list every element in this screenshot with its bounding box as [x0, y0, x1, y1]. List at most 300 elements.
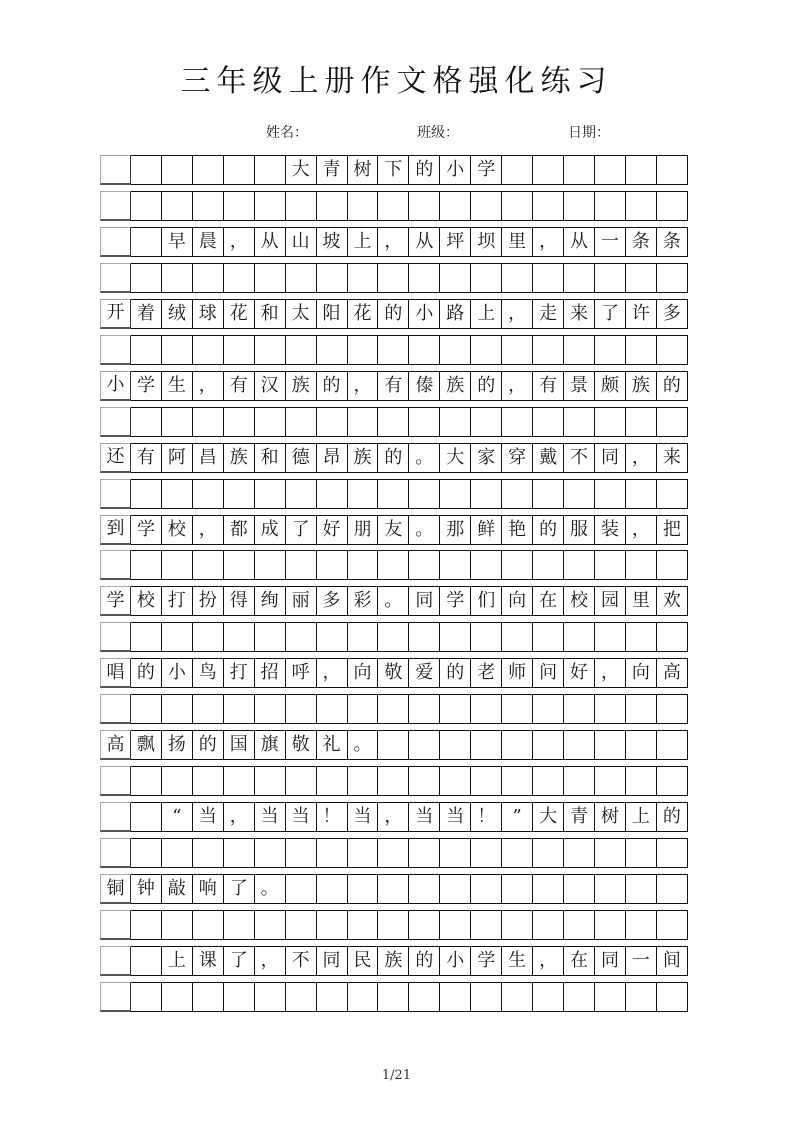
grid-cell: 小: [100, 371, 131, 401]
grid-cell: [378, 191, 409, 221]
grid-cell: 同: [409, 586, 440, 616]
grid-cell: [224, 838, 255, 868]
grid-cell: 阿: [162, 443, 193, 473]
grid-cell: 打: [162, 586, 193, 616]
grid-cell: 开: [100, 299, 131, 329]
grid-cell: 。: [409, 515, 440, 545]
grid-cell: 小: [440, 946, 471, 976]
grid-cell: [564, 982, 595, 1012]
grid-cell: 多: [317, 586, 348, 616]
grid-cell: [440, 730, 471, 760]
grid-cell: [440, 622, 471, 652]
grid-cell: 上: [162, 946, 193, 976]
grid-cell: [533, 155, 564, 185]
grid-cell: [626, 263, 657, 293]
grid-cell: ，: [533, 227, 564, 257]
page-title: 三年级上册作文格强化练习: [180, 64, 613, 99]
grid-cell: [502, 407, 533, 437]
grid-cell: 的: [409, 155, 440, 185]
grid-cell: [471, 263, 502, 293]
grid-cell: 友: [378, 515, 409, 545]
grid-cell: [657, 622, 688, 652]
grid-cell: [564, 407, 595, 437]
grid-cell: [193, 694, 224, 724]
grid-cell: 向: [348, 658, 379, 688]
grid-cell: 汉: [255, 371, 286, 401]
grid-cell: [533, 479, 564, 509]
grid-cell: [595, 191, 626, 221]
grid-cell: 和: [255, 299, 286, 329]
grid-cell: [193, 622, 224, 652]
grid-cell: 许: [626, 299, 657, 329]
grid-cell: [409, 191, 440, 221]
grid-cell: ，: [224, 227, 255, 257]
grid-cell: [255, 263, 286, 293]
grid-cell: [286, 622, 317, 652]
grid-cell: [626, 622, 657, 652]
grid-cell: 青: [564, 802, 595, 832]
grid-cell: 傣: [409, 371, 440, 401]
grid-cell: 学: [440, 586, 471, 616]
grid-cell: 爱: [409, 658, 440, 688]
grid-cell: 家: [471, 443, 502, 473]
grid-cell: 来: [657, 443, 688, 473]
grid-cell: [595, 982, 626, 1012]
grid-row: [100, 730, 688, 760]
grid-cell: [100, 550, 131, 580]
grid-cell: [502, 910, 533, 940]
grid-cell: [317, 550, 348, 580]
grid-cell: [657, 730, 688, 760]
grid-cell: [626, 874, 657, 904]
grid-cell: [100, 838, 131, 868]
grid-row: [100, 550, 688, 580]
grid-cell: 向: [626, 658, 657, 688]
grid-cell: [131, 550, 162, 580]
grid-cell: [317, 407, 348, 437]
grid-cell: [502, 155, 533, 185]
grid-cell: 当: [286, 802, 317, 832]
grid-cell: [193, 191, 224, 221]
grid-cell: 太: [286, 299, 317, 329]
grid-cell: 鲜: [471, 515, 502, 545]
grid-cell: [162, 191, 193, 221]
grid-cell: [348, 550, 379, 580]
grid-cell: [409, 550, 440, 580]
grid-cell: [471, 694, 502, 724]
grid-cell: 向: [502, 586, 533, 616]
grid-cell: 的: [533, 515, 564, 545]
grid-cell: [131, 694, 162, 724]
grid-cell: [162, 838, 193, 868]
grid-row: [100, 371, 688, 401]
grid-cell: [162, 335, 193, 365]
grid-cell: [162, 694, 193, 724]
grid-cell: [131, 982, 162, 1012]
grid-cell: [286, 874, 317, 904]
grid-cell: [224, 155, 255, 185]
grid-cell: 小: [409, 299, 440, 329]
grid-cell: [378, 838, 409, 868]
grid-cell: 一: [595, 227, 626, 257]
grid-cell: [162, 479, 193, 509]
grid-cell: 还: [100, 443, 131, 473]
grid-cell: [502, 479, 533, 509]
grid-cell: [440, 910, 471, 940]
grid-cell: [286, 694, 317, 724]
grid-cell: [193, 838, 224, 868]
grid-cell: [564, 838, 595, 868]
grid-cell: 不: [564, 443, 595, 473]
grid-cell: [502, 730, 533, 760]
grid-cell: [131, 910, 162, 940]
grid-cell: [193, 479, 224, 509]
grid-cell: [502, 766, 533, 796]
grid-cell: [162, 766, 193, 796]
grid-cell: 把: [657, 515, 688, 545]
grid-cell: 园: [595, 586, 626, 616]
grid-cell: ，: [595, 658, 626, 688]
grid-cell: [193, 766, 224, 796]
grid-cell: [533, 838, 564, 868]
grid-cell: [255, 766, 286, 796]
grid-cell: 条: [657, 227, 688, 257]
grid-row: [100, 622, 688, 652]
grid-cell: 成: [255, 515, 286, 545]
grid-cell: [533, 766, 564, 796]
grid-cell: 高: [657, 658, 688, 688]
grid-cell: [317, 263, 348, 293]
grid-cell: [255, 838, 286, 868]
grid-cell: [100, 263, 131, 293]
grid-cell: 早: [162, 227, 193, 257]
grid-cell: 阳: [317, 299, 348, 329]
grid-cell: ，: [348, 371, 379, 401]
grid-cell: 学: [471, 946, 502, 976]
grid-cell: [100, 155, 131, 185]
grid-cell: [224, 550, 255, 580]
grid-cell: 学: [471, 155, 502, 185]
grid-cell: [595, 910, 626, 940]
grid-cell: [657, 766, 688, 796]
grid-cell: [100, 335, 131, 365]
grid-cell: [626, 910, 657, 940]
grid-cell: [409, 479, 440, 509]
grid-cell: 服: [564, 515, 595, 545]
grid-cell: 族: [626, 371, 657, 401]
grid-cell: [100, 479, 131, 509]
grid-cell: [162, 622, 193, 652]
grid-cell: 大: [440, 443, 471, 473]
grid-cell: [348, 479, 379, 509]
grid-cell: 。: [378, 586, 409, 616]
grid-cell: 下: [378, 155, 409, 185]
grid-row: [100, 586, 688, 616]
grid-cell: [657, 479, 688, 509]
grid-cell: 了: [224, 874, 255, 904]
grid-cell: [440, 407, 471, 437]
grid-cell: 绚: [255, 586, 286, 616]
grid-cell: 钟: [131, 874, 162, 904]
grid-cell: [626, 407, 657, 437]
grid-cell: 来: [564, 299, 595, 329]
grid-cell: [286, 982, 317, 1012]
grid-cell: 族: [440, 371, 471, 401]
grid-cell: 的: [131, 658, 162, 688]
grid-cell: [224, 191, 255, 221]
grid-cell: [193, 155, 224, 185]
grid-cell: 同: [595, 443, 626, 473]
grid-cell: [502, 694, 533, 724]
grid-cell: 着: [131, 299, 162, 329]
grid-cell: [409, 910, 440, 940]
grid-cell: [595, 874, 626, 904]
grid-cell: [533, 550, 564, 580]
grid-cell: [440, 766, 471, 796]
grid-cell: 同: [317, 946, 348, 976]
grid-cell: [224, 335, 255, 365]
grid-cell: 的: [193, 730, 224, 760]
grid-cell: [286, 838, 317, 868]
grid-cell: 里: [502, 227, 533, 257]
grid-cell: 高: [100, 730, 131, 760]
grid-cell: 响: [193, 874, 224, 904]
grid-cell: 艳: [502, 515, 533, 545]
grid-cell: [502, 874, 533, 904]
grid-row: [100, 515, 688, 545]
grid-cell: [131, 191, 162, 221]
grid-cell: 穿: [502, 443, 533, 473]
grid-cell: [224, 766, 255, 796]
grid-cell: [348, 910, 379, 940]
grid-cell: 。: [409, 443, 440, 473]
grid-cell: [348, 407, 379, 437]
grid-cell: [286, 910, 317, 940]
grid-cell: 欢: [657, 586, 688, 616]
grid-cell: 有: [131, 443, 162, 473]
grid-cell: [626, 335, 657, 365]
grid-cell: [409, 407, 440, 437]
grid-cell: 当: [440, 802, 471, 832]
grid-cell: [224, 622, 255, 652]
grid-cell: 学: [100, 586, 131, 616]
grid-cell: [471, 479, 502, 509]
grid-cell: 彩: [348, 586, 379, 616]
grid-cell: [471, 910, 502, 940]
grid-row: [100, 658, 688, 688]
grid-cell: 的: [657, 371, 688, 401]
grid-row: [100, 191, 688, 221]
grid-cell: [378, 335, 409, 365]
grid-cell: [471, 550, 502, 580]
grid-cell: [595, 479, 626, 509]
grid-cell: 大: [533, 802, 564, 832]
grid-cell: ，: [378, 802, 409, 832]
grid-cell: [595, 766, 626, 796]
grid-cell: 坪: [440, 227, 471, 257]
grid-cell: [378, 874, 409, 904]
grid-cell: [255, 407, 286, 437]
grid-cell: [255, 550, 286, 580]
grid-cell: [533, 730, 564, 760]
grid-cell: [131, 479, 162, 509]
grid-cell: [286, 407, 317, 437]
grid-cell: 晨: [193, 227, 224, 257]
grid-cell: [131, 838, 162, 868]
grid-row: [100, 766, 688, 796]
grid-cell: 敬: [378, 658, 409, 688]
grid-cell: 间: [657, 946, 688, 976]
grid-cell: [193, 335, 224, 365]
grid-cell: 昌: [193, 443, 224, 473]
grid-cell: [409, 622, 440, 652]
grid-cell: [440, 694, 471, 724]
grid-cell: 有: [224, 371, 255, 401]
grid-cell: [193, 982, 224, 1012]
grid-cell: [100, 802, 131, 832]
grid-cell: [533, 982, 564, 1012]
grid-row: [100, 299, 688, 329]
grid-cell: [502, 191, 533, 221]
grid-cell: 民: [348, 946, 379, 976]
grid-cell: 花: [348, 299, 379, 329]
grid-cell: [162, 155, 193, 185]
grid-cell: [100, 622, 131, 652]
grid-cell: 到: [100, 515, 131, 545]
grid-cell: 铜: [100, 874, 131, 904]
grid-cell: 的: [440, 658, 471, 688]
grid-cell: [533, 910, 564, 940]
grid-cell: [409, 730, 440, 760]
grid-cell: 的: [378, 299, 409, 329]
grid-cell: 同: [595, 946, 626, 976]
grid-cell: [378, 910, 409, 940]
grid-cell: 的: [471, 371, 502, 401]
grid-cell: 球: [193, 299, 224, 329]
grid-cell: [378, 479, 409, 509]
grid-cell: 唱: [100, 658, 131, 688]
grid-row: [100, 479, 688, 509]
grid-cell: [564, 335, 595, 365]
grid-cell: 鸟: [193, 658, 224, 688]
grid-cell: [409, 766, 440, 796]
grid-cell: 族: [348, 443, 379, 473]
grid-cell: 敬: [286, 730, 317, 760]
grid-cell: 走: [533, 299, 564, 329]
grid-cell: [131, 946, 162, 976]
grid-cell: [440, 263, 471, 293]
grid-cell: 丽: [286, 586, 317, 616]
grid-cell: 的: [409, 946, 440, 976]
grid-cell: 招: [255, 658, 286, 688]
grid-cell: 树: [595, 802, 626, 832]
grid-cell: [378, 622, 409, 652]
grid-cell: [471, 622, 502, 652]
grid-cell: 戴: [533, 443, 564, 473]
grid-cell: [471, 838, 502, 868]
grid-cell: ，: [193, 371, 224, 401]
grid-cell: 校: [131, 586, 162, 616]
grid-cell: [533, 694, 564, 724]
grid-cell: [224, 479, 255, 509]
grid-cell: [595, 838, 626, 868]
grid-cell: [317, 191, 348, 221]
grid-cell: [100, 694, 131, 724]
grid-cell: 师: [502, 658, 533, 688]
grid-cell: [224, 982, 255, 1012]
grid-cell: 了: [595, 299, 626, 329]
grid-cell: [131, 155, 162, 185]
grid-cell: [657, 407, 688, 437]
grid-cell: [502, 982, 533, 1012]
grid-cell: [317, 838, 348, 868]
page-number: 1/21: [381, 1068, 412, 1083]
grid-cell: “: [162, 802, 193, 832]
grid-cell: 当: [255, 802, 286, 832]
grid-cell: 的: [378, 443, 409, 473]
grid-cell: [378, 730, 409, 760]
grid-cell: [564, 766, 595, 796]
grid-cell: [595, 622, 626, 652]
grid-cell: [595, 335, 626, 365]
grid-cell: 好: [564, 658, 595, 688]
grid-cell: [131, 622, 162, 652]
grid-cell: [595, 407, 626, 437]
grid-row: [100, 874, 688, 904]
grid-cell: [564, 730, 595, 760]
grid-cell: [348, 874, 379, 904]
grid-cell: [657, 155, 688, 185]
grid-cell: 生: [162, 371, 193, 401]
grid-cell: 。: [348, 730, 379, 760]
grid-cell: [100, 191, 131, 221]
grid-cell: 课: [193, 946, 224, 976]
grid-cell: [100, 946, 131, 976]
grid-cell: [564, 155, 595, 185]
grid-cell: 的: [317, 371, 348, 401]
grid-cell: 打: [224, 658, 255, 688]
grid-cell: 绒: [162, 299, 193, 329]
grid-cell: 校: [162, 515, 193, 545]
grid-cell: [348, 838, 379, 868]
grid-cell: [348, 694, 379, 724]
grid-cell: [100, 227, 131, 257]
grid-cell: 景: [564, 371, 595, 401]
grid-cell: [626, 838, 657, 868]
grid-cell: ，: [317, 658, 348, 688]
grid-cell: 颇: [595, 371, 626, 401]
grid-cell: [595, 155, 626, 185]
grid-cell: 上: [471, 299, 502, 329]
grid-cell: 们: [471, 586, 502, 616]
grid-cell: 当: [193, 802, 224, 832]
grid-cell: [286, 335, 317, 365]
grid-cell: [162, 407, 193, 437]
grid-cell: [471, 874, 502, 904]
grid-cell: ，: [378, 227, 409, 257]
grid-cell: [193, 407, 224, 437]
grid-cell: 旗: [255, 730, 286, 760]
grid-cell: 有: [533, 371, 564, 401]
grid-cell: [131, 263, 162, 293]
grid-cell: [595, 550, 626, 580]
grid-cell: [657, 550, 688, 580]
grid-cell: [378, 694, 409, 724]
grid-cell: [255, 982, 286, 1012]
grid-cell: [224, 263, 255, 293]
grid-cell: ，: [255, 946, 286, 976]
grid-cell: [657, 838, 688, 868]
